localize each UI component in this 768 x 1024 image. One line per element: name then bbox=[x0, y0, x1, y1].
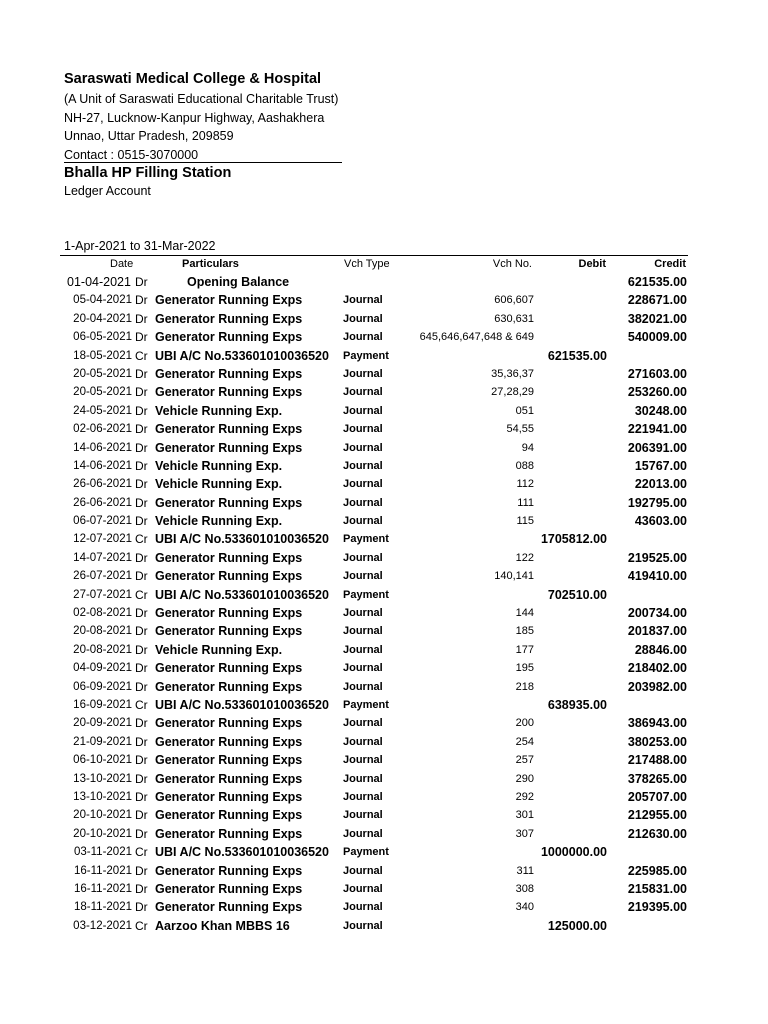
entry-credit: 201837.00 bbox=[627, 624, 687, 639]
ledger-row bbox=[0, 475, 768, 493]
entry-credit: 28846.00 bbox=[634, 642, 687, 657]
column-vch-type: Vch Type bbox=[344, 258, 390, 270]
entry-vch-no: 218 bbox=[515, 680, 534, 693]
entry-vch-type: Journal bbox=[343, 404, 383, 417]
entry-vch-no: 140,141 bbox=[494, 570, 534, 583]
entry-dr-cr: Cr bbox=[135, 532, 148, 547]
entry-particulars: Generator Running Exps bbox=[155, 753, 303, 768]
entry-date: 18-11-2021 bbox=[74, 901, 132, 914]
entry-credit: 212955.00 bbox=[627, 808, 687, 823]
entry-credit: 228671.00 bbox=[627, 293, 687, 308]
entry-particulars: UBI A/C No.533601010036520 bbox=[155, 697, 329, 712]
entry-date: 16-11-2021 bbox=[74, 882, 132, 895]
entry-vch-type: Journal bbox=[343, 331, 383, 344]
period-range: 1-Apr-2021 to 31-Mar-2022 bbox=[64, 239, 216, 253]
entry-date: 20-08-2021 bbox=[73, 625, 132, 638]
entry-vch-type: Payment bbox=[343, 846, 389, 859]
entry-dr-cr: Dr bbox=[135, 440, 148, 455]
column-particulars: Particulars bbox=[182, 258, 239, 270]
org-subtitle: (A Unit of Saraswati Educational Charitable Trust) bbox=[64, 92, 339, 106]
ledger-row bbox=[0, 512, 768, 530]
entry-dr-cr: Dr bbox=[135, 311, 148, 326]
entry-dr-cr: Dr bbox=[135, 716, 148, 731]
ledger-row bbox=[0, 494, 768, 512]
entry-date: 24-05-2021 bbox=[73, 404, 132, 417]
entry-vch-type: Journal bbox=[343, 625, 383, 638]
entry-credit: 206391.00 bbox=[627, 440, 687, 455]
ledger-row bbox=[0, 788, 768, 806]
column-vch-no: Vch No. bbox=[492, 258, 532, 270]
ledger-row bbox=[0, 622, 768, 640]
ledger-row bbox=[0, 586, 768, 604]
ledger-row bbox=[0, 880, 768, 898]
ledger-row bbox=[0, 291, 768, 309]
entry-vch-type: Journal bbox=[343, 551, 383, 564]
entry-vch-type: Journal bbox=[343, 515, 383, 528]
entry-vch-no: 111 bbox=[517, 496, 534, 509]
entry-vch-no: 144 bbox=[515, 607, 534, 620]
entry-vch-no: 311 bbox=[516, 864, 534, 877]
entry-date: 13-10-2021 bbox=[73, 790, 132, 803]
entry-dr-cr: Dr bbox=[135, 569, 148, 584]
ledger-row bbox=[0, 273, 768, 291]
entry-vch-type: Journal bbox=[343, 662, 383, 675]
contact-line: Contact : 0515-3070000 bbox=[64, 147, 199, 162]
entry-vch-type: Journal bbox=[343, 680, 383, 693]
entry-debit: 621535.00 bbox=[547, 348, 607, 363]
entry-dr-cr: Dr bbox=[135, 422, 148, 437]
entry-vch-no: 254 bbox=[515, 735, 534, 748]
entry-dr-cr: Dr bbox=[135, 458, 148, 473]
entry-vch-no: 27,28,29 bbox=[491, 386, 534, 399]
entry-particulars: Generator Running Exps bbox=[155, 863, 303, 878]
entry-dr-cr: Dr bbox=[135, 624, 148, 639]
ledger-row bbox=[0, 402, 768, 420]
entry-dr-cr: Dr bbox=[135, 495, 148, 510]
entry-vch-no: 122 bbox=[515, 551, 534, 564]
entry-date: 03-11-2021 bbox=[74, 846, 132, 859]
entry-vch-type: Journal bbox=[343, 735, 383, 748]
ledger-row bbox=[0, 917, 768, 935]
entry-date: 06-10-2021 bbox=[73, 754, 132, 767]
entry-date: 27-07-2021 bbox=[73, 588, 132, 601]
entry-particulars: Generator Running Exps bbox=[155, 385, 303, 400]
entry-credit: 380253.00 bbox=[627, 734, 687, 749]
entry-vch-type: Journal bbox=[343, 717, 383, 730]
entry-dr-cr: Dr bbox=[135, 789, 148, 804]
entry-credit: 30248.00 bbox=[634, 403, 687, 418]
entry-particulars: Generator Running Exps bbox=[155, 495, 303, 510]
entry-dr-cr: Dr bbox=[135, 863, 148, 878]
entry-date: 14-06-2021 bbox=[73, 459, 132, 472]
entry-credit: 43603.00 bbox=[634, 514, 687, 529]
entry-vch-type: Journal bbox=[343, 864, 383, 877]
entry-date: 14-06-2021 bbox=[73, 441, 132, 454]
entry-particulars: Generator Running Exps bbox=[155, 330, 303, 345]
entry-credit: 200734.00 bbox=[627, 606, 687, 621]
column-date: Date bbox=[110, 258, 134, 270]
entry-vch-type: Journal bbox=[343, 790, 383, 803]
entry-particulars: Generator Running Exps bbox=[155, 679, 303, 694]
entry-particulars: Aarzoo Khan MBBS 16 bbox=[155, 918, 290, 933]
entry-vch-no: 115 bbox=[516, 515, 534, 528]
entry-date: 13-10-2021 bbox=[73, 772, 132, 785]
entry-particulars: UBI A/C No.533601010036520 bbox=[155, 845, 329, 860]
entry-vch-type: Journal bbox=[343, 294, 383, 307]
entry-date: 16-11-2021 bbox=[74, 864, 132, 877]
entry-particulars: Generator Running Exps bbox=[155, 293, 303, 308]
entry-date: 26-06-2021 bbox=[73, 478, 132, 491]
entry-date: 05-04-2021 bbox=[73, 294, 132, 307]
entry-date: 20-05-2021 bbox=[73, 367, 132, 380]
entry-credit: 382021.00 bbox=[627, 311, 687, 326]
entry-date: 16-09-2021 bbox=[73, 698, 132, 711]
entry-vch-type: Journal bbox=[343, 901, 383, 914]
ledger-row bbox=[0, 310, 768, 328]
entry-particulars: Generator Running Exps bbox=[155, 569, 303, 584]
entry-vch-type: Journal bbox=[343, 459, 383, 472]
ledger-row bbox=[0, 641, 768, 659]
entry-vch-type: Journal bbox=[343, 919, 383, 932]
entry-credit: 203982.00 bbox=[627, 679, 687, 694]
account-type: Ledger Account bbox=[64, 184, 151, 198]
entry-vch-type: Journal bbox=[343, 882, 383, 895]
entry-credit: 378265.00 bbox=[627, 771, 687, 786]
entry-particulars: Generator Running Exps bbox=[155, 789, 303, 804]
entry-vch-no: 301 bbox=[515, 809, 534, 822]
entry-dr-cr: Dr bbox=[135, 661, 148, 676]
entry-dr-cr: Dr bbox=[135, 330, 148, 345]
entry-debit: 125000.00 bbox=[547, 918, 607, 933]
entry-dr-cr: Dr bbox=[135, 808, 148, 823]
entry-particulars: Vehicle Running Exp. bbox=[155, 514, 283, 529]
entry-vch-no: 290 bbox=[515, 772, 534, 785]
entry-particulars: Generator Running Exps bbox=[155, 808, 303, 823]
entry-credit: 221941.00 bbox=[627, 422, 687, 437]
entry-particulars: Generator Running Exps bbox=[155, 661, 303, 676]
entry-dr-cr: Cr bbox=[135, 918, 148, 933]
ledger-row bbox=[0, 365, 768, 383]
entry-dr-cr: Dr bbox=[135, 477, 148, 492]
entry-particulars: Vehicle Running Exp. bbox=[155, 403, 283, 418]
entry-vch-type: Journal bbox=[343, 827, 383, 840]
entry-particulars: Generator Running Exps bbox=[155, 771, 303, 786]
entry-particulars: UBI A/C No.533601010036520 bbox=[155, 532, 329, 547]
entry-date: 06-09-2021 bbox=[73, 680, 132, 693]
entry-particulars: Vehicle Running Exp. bbox=[155, 458, 283, 473]
entry-vch-type: Journal bbox=[343, 570, 383, 583]
entry-date: 02-08-2021 bbox=[73, 607, 132, 620]
letterhead bbox=[64, 68, 338, 164]
entry-dr-cr: Dr bbox=[135, 606, 148, 621]
entry-credit: 217488.00 bbox=[627, 753, 687, 768]
entry-credit: 215831.00 bbox=[627, 881, 687, 896]
entry-date: 20-10-2021 bbox=[73, 827, 132, 840]
entry-dr-cr: Dr bbox=[135, 293, 148, 308]
entry-date: 14-07-2021 bbox=[73, 551, 132, 564]
entry-debit: 1705812.00 bbox=[540, 532, 607, 547]
entry-particulars: Generator Running Exps bbox=[155, 366, 303, 381]
entry-dr-cr: Dr bbox=[135, 753, 148, 768]
entry-dr-cr: Dr bbox=[135, 275, 148, 289]
entry-credit: 192795.00 bbox=[627, 495, 687, 510]
entry-dr-cr: Dr bbox=[135, 881, 148, 896]
entry-vch-type: Journal bbox=[343, 496, 383, 509]
entry-dr-cr: Dr bbox=[135, 642, 148, 657]
entry-vch-no: 200 bbox=[515, 717, 534, 730]
entry-dr-cr: Dr bbox=[135, 771, 148, 786]
entry-vch-type: Journal bbox=[343, 772, 383, 785]
entry-dr-cr: Cr bbox=[135, 348, 148, 363]
entry-vch-no: 307 bbox=[515, 827, 534, 840]
ledger-row bbox=[0, 530, 768, 548]
entry-dr-cr: Dr bbox=[135, 826, 148, 841]
ledger-table-body bbox=[0, 273, 768, 935]
entry-vch-type: Journal bbox=[343, 423, 383, 436]
entry-date: 01-04-2021 bbox=[67, 275, 131, 289]
entry-particulars: Generator Running Exps bbox=[155, 440, 303, 455]
entry-vch-type: Payment bbox=[343, 588, 389, 601]
entry-dr-cr: Cr bbox=[135, 697, 148, 712]
entry-particulars: Opening Balance bbox=[187, 275, 290, 289]
entry-vch-no: 177 bbox=[515, 643, 534, 656]
ledger-row bbox=[0, 678, 768, 696]
ledger-row bbox=[0, 457, 768, 475]
entry-credit: 205707.00 bbox=[627, 789, 687, 804]
entry-vch-no: 645,646,647,648 & 649 bbox=[419, 331, 534, 344]
column-debit: Debit bbox=[578, 258, 606, 270]
entry-vch-no: 54,55 bbox=[506, 423, 534, 436]
entry-vch-no: 308 bbox=[515, 882, 534, 895]
entry-vch-no: 185 bbox=[515, 625, 534, 638]
entry-date: 26-07-2021 bbox=[73, 570, 132, 583]
entry-vch-no: 195 bbox=[515, 662, 534, 675]
entry-vch-no: 606,607 bbox=[494, 294, 534, 307]
entry-particulars: Generator Running Exps bbox=[155, 624, 303, 639]
entry-credit: 22013.00 bbox=[634, 477, 687, 492]
entry-particulars: Generator Running Exps bbox=[155, 422, 303, 437]
entry-dr-cr: Cr bbox=[135, 587, 148, 602]
entry-credit: 419410.00 bbox=[627, 569, 687, 584]
entry-vch-no: 630,631 bbox=[494, 312, 534, 325]
party-name: Bhalla HP Filling Station bbox=[64, 165, 232, 181]
entry-dr-cr: Dr bbox=[135, 385, 148, 400]
entry-dr-cr: Dr bbox=[135, 734, 148, 749]
entry-date: 20-10-2021 bbox=[73, 809, 132, 822]
entry-particulars: Generator Running Exps bbox=[155, 716, 303, 731]
entry-dr-cr: Dr bbox=[135, 514, 148, 529]
ledger-row bbox=[0, 347, 768, 365]
entry-dr-cr: Dr bbox=[135, 366, 148, 381]
entry-particulars: UBI A/C No.533601010036520 bbox=[155, 348, 329, 363]
entry-date: 18-05-2021 bbox=[73, 349, 132, 362]
entry-vch-type: Journal bbox=[343, 607, 383, 620]
entry-vch-no: 112 bbox=[516, 478, 534, 491]
ledger-row bbox=[0, 567, 768, 585]
entry-credit: 540009.00 bbox=[627, 330, 687, 345]
entry-date: 20-05-2021 bbox=[73, 386, 132, 399]
entry-debit: 1000000.00 bbox=[540, 845, 607, 860]
column-credit: Credit bbox=[654, 258, 686, 270]
address-line-2: Unnao, Uttar Pradesh, 209859 bbox=[64, 129, 234, 143]
entry-credit: 15767.00 bbox=[634, 458, 687, 473]
entry-vch-no: 340 bbox=[515, 901, 534, 914]
ledger-row bbox=[0, 659, 768, 677]
entry-vch-no: 088 bbox=[515, 459, 534, 472]
entry-particulars: Generator Running Exps bbox=[155, 311, 303, 326]
entry-particulars: UBI A/C No.533601010036520 bbox=[155, 587, 329, 602]
ledger-row bbox=[0, 714, 768, 732]
ledger-row bbox=[0, 862, 768, 880]
entry-dr-cr: Dr bbox=[135, 679, 148, 694]
entry-vch-type: Journal bbox=[343, 643, 383, 656]
entry-date: 02-06-2021 bbox=[73, 423, 132, 436]
entry-credit: 218402.00 bbox=[627, 661, 687, 676]
entry-date: 20-08-2021 bbox=[73, 643, 132, 656]
entry-vch-type: Payment bbox=[343, 533, 389, 546]
entry-vch-type: Journal bbox=[343, 478, 383, 491]
entry-date: 06-07-2021 bbox=[73, 515, 132, 528]
entry-debit: 702510.00 bbox=[547, 587, 607, 602]
entry-vch-no: 051 bbox=[515, 404, 534, 417]
ledger-row bbox=[0, 770, 768, 788]
entry-date: 20-09-2021 bbox=[73, 717, 132, 730]
entry-vch-type: Journal bbox=[343, 809, 383, 822]
entry-particulars: Generator Running Exps bbox=[155, 826, 303, 841]
entry-date: 06-05-2021 bbox=[73, 331, 132, 344]
entry-vch-no: 35,36,37 bbox=[491, 367, 534, 380]
entry-credit: 253260.00 bbox=[627, 385, 687, 400]
ledger-row bbox=[0, 383, 768, 401]
ledger-row bbox=[0, 843, 768, 861]
entry-date: 12-07-2021 bbox=[73, 533, 132, 546]
entry-particulars: Generator Running Exps bbox=[155, 550, 303, 565]
entry-credit: 219525.00 bbox=[627, 550, 687, 565]
entry-vch-type: Journal bbox=[343, 754, 383, 767]
entry-vch-type: Payment bbox=[343, 349, 389, 362]
entry-vch-no: 292 bbox=[515, 790, 534, 803]
entry-date: 03-12-2021 bbox=[73, 919, 132, 932]
entry-credit: 271603.00 bbox=[627, 366, 687, 381]
entry-vch-no: 257 bbox=[515, 754, 534, 767]
ledger-row bbox=[0, 751, 768, 769]
ledger-row bbox=[0, 439, 768, 457]
entry-particulars: Generator Running Exps bbox=[155, 734, 303, 749]
ledger-row bbox=[0, 733, 768, 751]
entry-vch-type: Payment bbox=[343, 698, 389, 711]
entry-date: 20-04-2021 bbox=[73, 312, 132, 325]
entry-vch-type: Journal bbox=[343, 441, 383, 454]
entry-debit: 638935.00 bbox=[547, 697, 607, 712]
entry-dr-cr: Dr bbox=[135, 403, 148, 418]
entry-credit: 386943.00 bbox=[627, 716, 687, 731]
ledger-row bbox=[0, 806, 768, 824]
ledger-row bbox=[0, 549, 768, 567]
entry-date: 26-06-2021 bbox=[73, 496, 132, 509]
entry-dr-cr: Dr bbox=[135, 550, 148, 565]
entry-date: 21-09-2021 bbox=[73, 735, 132, 748]
entry-particulars: Generator Running Exps bbox=[155, 606, 303, 621]
entry-date: 04-09-2021 bbox=[73, 662, 132, 675]
ledger-row bbox=[0, 420, 768, 438]
entry-vch-no: 94 bbox=[521, 441, 534, 454]
entry-particulars: Generator Running Exps bbox=[155, 881, 303, 896]
entry-credit: 621535.00 bbox=[627, 275, 687, 289]
ledger-row bbox=[0, 696, 768, 714]
ledger-row bbox=[0, 604, 768, 622]
entry-vch-type: Journal bbox=[343, 367, 383, 380]
column-header-row bbox=[60, 255, 688, 272]
entry-credit: 225985.00 bbox=[627, 863, 687, 878]
org-name: Saraswati Medical College & Hospital bbox=[64, 71, 322, 87]
entry-credit: 219395.00 bbox=[627, 900, 687, 915]
ledger-row bbox=[0, 898, 768, 916]
entry-particulars: Generator Running Exps bbox=[155, 900, 303, 915]
entry-particulars: Vehicle Running Exp. bbox=[155, 477, 283, 492]
entry-vch-type: Journal bbox=[343, 386, 383, 399]
entry-dr-cr: Dr bbox=[135, 900, 148, 915]
entry-vch-type: Journal bbox=[343, 312, 383, 325]
address-line-1: NH-27, Lucknow-Kanpur Highway, Aashakhera bbox=[64, 110, 325, 125]
entry-dr-cr: Cr bbox=[135, 845, 148, 860]
ledger-row bbox=[0, 328, 768, 346]
entry-credit: 212630.00 bbox=[627, 826, 687, 841]
ledger-row bbox=[0, 825, 768, 843]
entry-particulars: Vehicle Running Exp. bbox=[155, 642, 283, 657]
